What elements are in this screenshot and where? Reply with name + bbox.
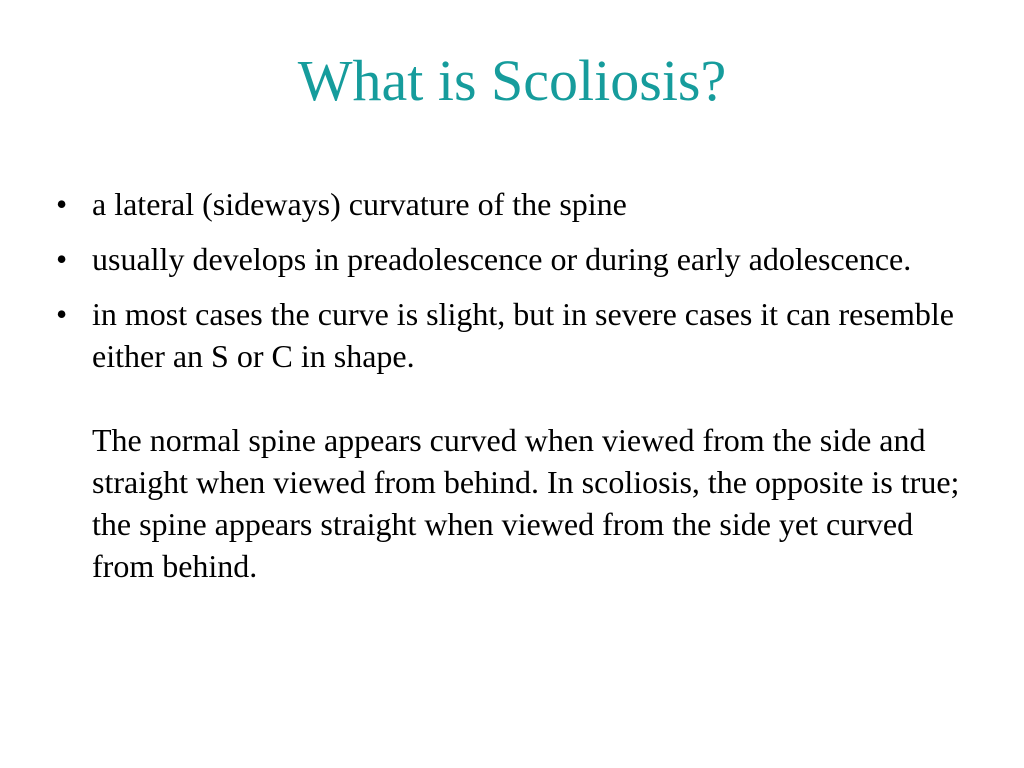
bullet-text: in most cases the curve is slight, but in severe cases it can resemble either an S or C in shape.: [92, 296, 954, 374]
bullet-text: usually develops in preadolescence or during early adolescence.: [92, 241, 912, 277]
explanatory-paragraph: The normal spine appears curved when viewed from the side and straight when viewed from behind. In scoliosis, the opposite is true; the spine appears straight when viewed from the side yet curved from behind.: [92, 422, 960, 584]
bullet-item-curve-shape: [56, 293, 966, 587]
bullet-item-development-age: [56, 238, 966, 280]
bullet-list: [56, 183, 966, 600]
bullet-item-lateral-curvature: [56, 183, 966, 225]
slide-title: What is Scoliosis?: [297, 48, 727, 113]
bullet-marker: •: [56, 186, 68, 222]
bullet-marker: •: [56, 241, 68, 277]
bullet-text: a lateral (sideways) curvature of the spine: [92, 186, 627, 222]
bullet-marker: •: [56, 296, 68, 332]
